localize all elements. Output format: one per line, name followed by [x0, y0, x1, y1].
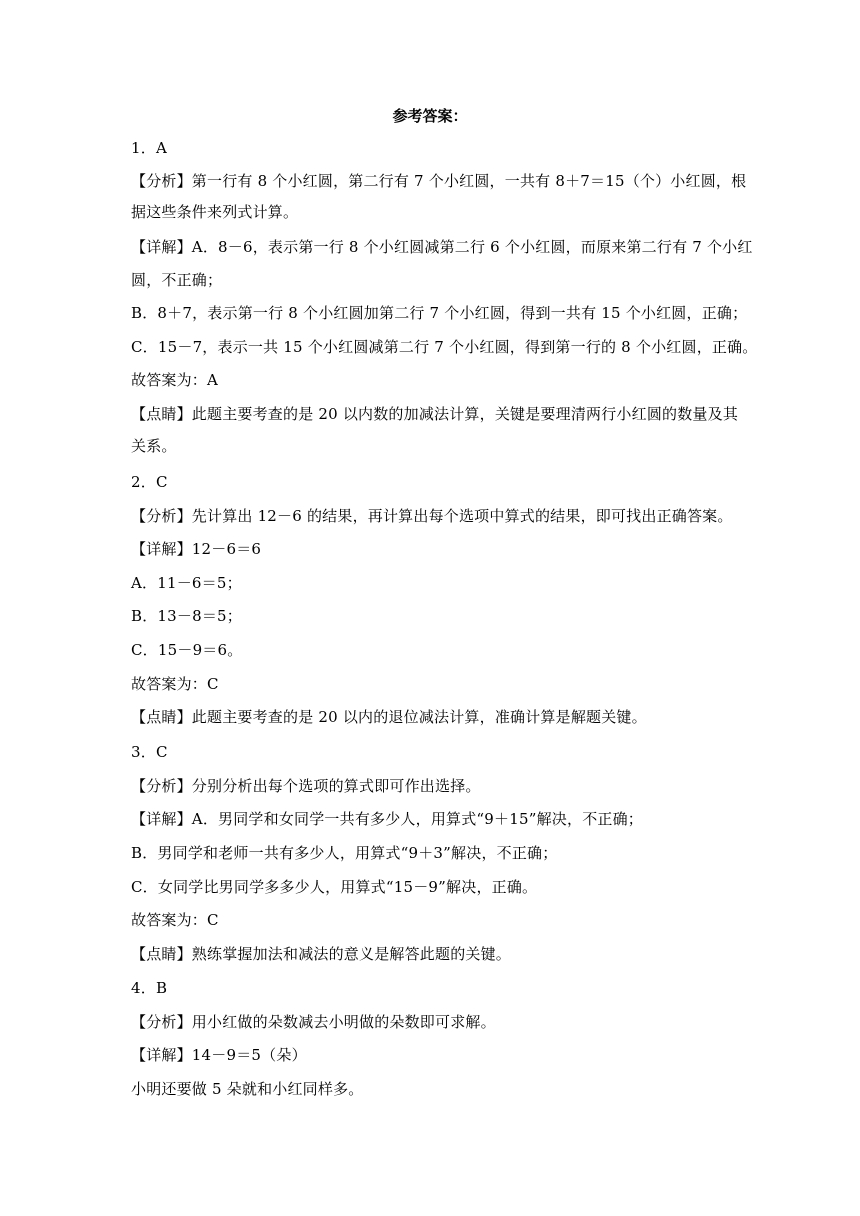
- detail-line: 【详解】A．8－6，表示第一行 8 个小红圆减第二行 6 个小红圆，而原来第二行有 7 个小红: [131, 238, 753, 256]
- comment-line: 【点睛】此题主要考查的是 20 以内的退位减法计算，准确计算是解题关键。: [131, 708, 647, 726]
- detail-line: B．8＋7，表示第一行 8 个小红圆加第二行 7 个小红圆，得到一共有 15 个小红圆，正确；: [131, 304, 748, 322]
- detail-line: 小明还要做 5 朵就和小红同样多。: [131, 1080, 364, 1098]
- answer-line: 故答案为：A: [131, 371, 219, 389]
- analysis-line: 【分析】分别分析出每个选项的算式即可作出选择。: [131, 777, 481, 795]
- detail-line: C．15－9＝6。: [131, 641, 243, 659]
- comment-line: 【点睛】熟练掌握加法和减法的意义是解答此题的关键。: [131, 945, 512, 963]
- answer-line: 故答案为：C: [131, 675, 219, 693]
- comment-line: 关系。: [131, 437, 177, 455]
- answer-number-1: 1．A: [131, 139, 167, 157]
- analysis-line: 【分析】用小红做的朵数减去小明做的朵数即可求解。: [131, 1013, 496, 1031]
- answer-number-2: 2．C: [131, 473, 168, 491]
- answer-number-3: 3．C: [131, 743, 168, 761]
- analysis-line: 【分析】第一行有 8 个小红圆，第二行有 7 个小红圆，一共有 8＋7＝15（个）小红圆，根: [131, 172, 747, 190]
- analysis-line: 【分析】先计算出 12－6 的结果，再计算出每个选项中算式的结果，即可找出正确答案。: [131, 507, 733, 525]
- detail-line: C．15－7，表示一共 15 个小红圆减第二行 7 个小红圆，得到第一行的 8 个小红圆，正确。: [131, 338, 758, 356]
- detail-line: 【详解】14－9＝5（朵）: [131, 1046, 307, 1064]
- detail-line: 【详解】A．男同学和女同学一共有多少人，用算式“9＋15”解决，不正确；: [131, 810, 644, 828]
- detail-line: 【详解】12－6＝6: [131, 540, 262, 558]
- comment-line: 【点睛】此题主要考查的是 20 以内数的加减法计算，关键是要理清两行小红圆的数量及其: [131, 405, 739, 423]
- detail-line: 圆，不正确；: [131, 271, 223, 289]
- page-title: 参考答案：: [392, 107, 468, 125]
- analysis-line: 据这些条件来列式计算。: [131, 203, 299, 221]
- detail-line: B．男同学和老师一共有多少人，用算式“9＋3”解决，不正确；: [131, 844, 558, 862]
- answer-line: 故答案为：C: [131, 911, 219, 929]
- answer-number-4: 4．B: [131, 979, 168, 997]
- detail-line: B．13－8＝5；: [131, 607, 242, 625]
- detail-line: A．11－6＝5；: [131, 574, 242, 592]
- detail-line: C．女同学比男同学多多少人，用算式“15－9”解决，正确。: [131, 878, 538, 896]
